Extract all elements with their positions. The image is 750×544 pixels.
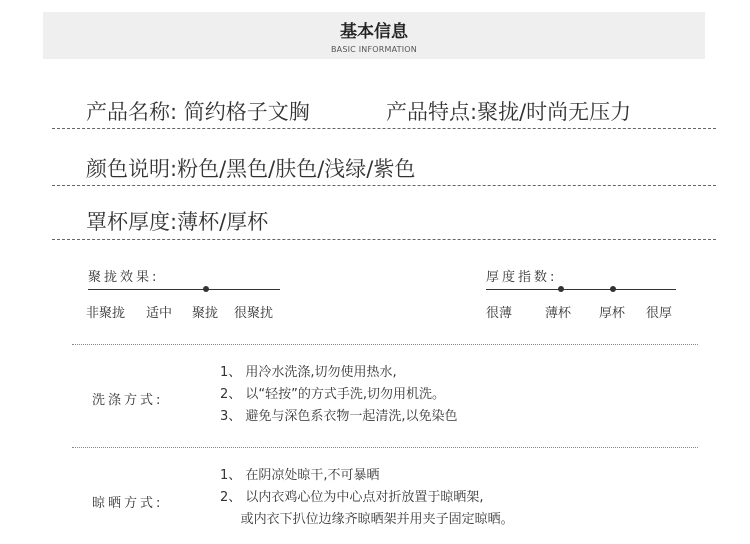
divider (52, 239, 716, 240)
push-up-marker (203, 286, 209, 292)
thickness-tick: 很厚 (646, 306, 673, 321)
wash-instructions (220, 362, 458, 428)
wash-line: 3、 避免与深色系衣物一起清洗,以免染色 (220, 409, 458, 424)
thickness-tick: 厚杯 (599, 306, 626, 321)
dotted-divider (72, 447, 698, 448)
thickness-tick: 薄杯 (545, 306, 572, 321)
dry-line: 2、 以内衣鸡心位为中心点对折放置于晾晒架, (220, 490, 484, 505)
divider (52, 185, 716, 186)
push-up-tick: 非聚拢 (86, 306, 126, 321)
push-up-tick: 适中 (146, 306, 173, 321)
push-up-tick: 聚拢 (192, 306, 219, 321)
color-description: 颜色说明:粉色/黑色/肤色/浅绿/紫色 (86, 157, 416, 181)
push-up-label: 聚拢效果: (88, 270, 160, 285)
divider (52, 128, 716, 129)
dry-instructions (220, 465, 514, 531)
wash-line: 1、 用冷水洗涤,切勿使用热水, (220, 365, 397, 380)
section-subtitle: BASIC INFORMATION (330, 45, 417, 54)
product-feature: 产品特点:聚拢/时尚无压力 (386, 100, 632, 124)
cup-thickness: 罩杯厚度:薄杯/厚杯 (86, 210, 269, 234)
thickness-marker-thin (558, 286, 564, 292)
dry-label: 晾晒方式: (92, 496, 164, 511)
wash-label: 洗涤方式: (92, 393, 164, 408)
thickness-scale-line (486, 289, 676, 290)
wash-line: 2、 以“轻按”的方式手洗,切勿用机洗。 (220, 387, 446, 402)
product-name: 产品名称: 简约格子文胸 (86, 100, 310, 124)
thickness-marker-thick (610, 286, 616, 292)
thickness-tick: 很薄 (486, 306, 513, 321)
dry-line: 1、 在阴凉处晾干,不可暴晒 (220, 468, 380, 483)
section-header (43, 12, 705, 59)
push-up-scale-line (88, 289, 280, 290)
dotted-divider (72, 344, 698, 345)
thickness-label: 厚度指数: (486, 270, 558, 285)
dry-line: 或内衣下扒位边缘齐晾晒架并用夹子固定晾晒。 (220, 512, 514, 527)
push-up-tick: 很聚扰 (234, 306, 274, 321)
section-title: 基本信息 (340, 22, 408, 42)
